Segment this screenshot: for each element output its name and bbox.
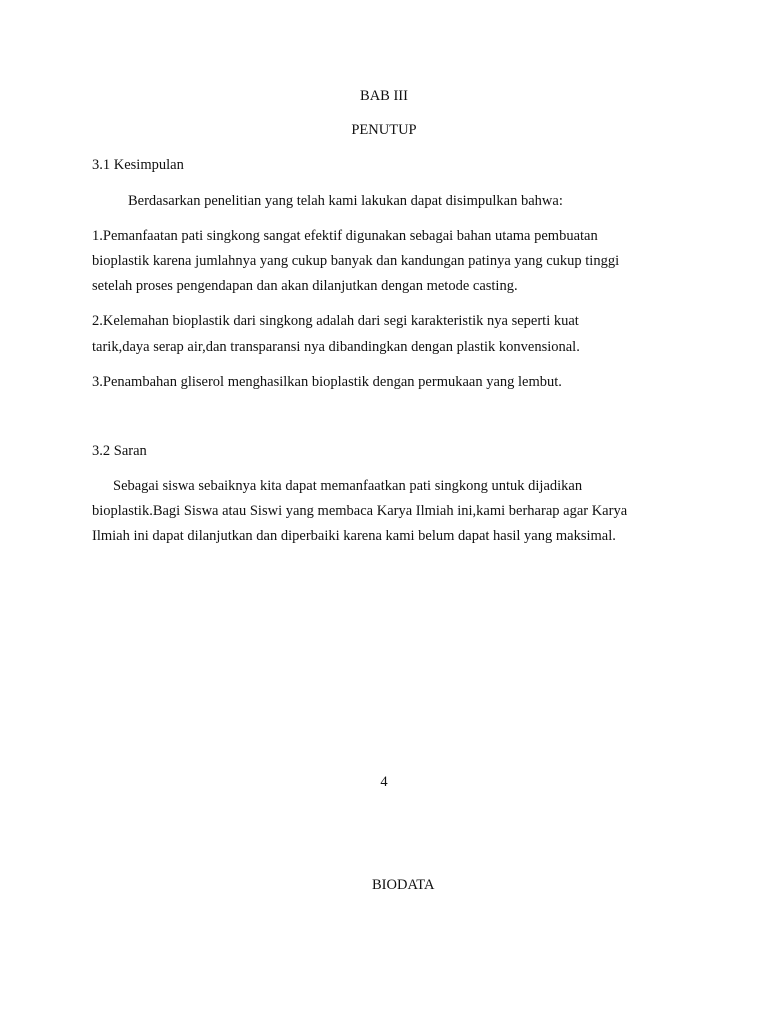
conclusion-point-2-line-2: tarik,daya serap air,dan transparansi nya dibandingkan dengan plastik konvensional. <box>92 339 580 355</box>
conclusion-point-2-line-1: 2.Kelemahan bioplastik dari singkong adalah dari segi karakteristik nya seperti kuat <box>92 313 579 329</box>
chapter-label: BAB III <box>360 88 408 104</box>
chapter-title: PENUTUP <box>351 122 417 138</box>
suggestion-line-2: bioplastik.Bagi Siswa atau Siswi yang membaca Karya Ilmiah ini,kami berharap agar Karya <box>92 503 628 519</box>
conclusion-point-3: 3.Penambahan gliserol menghasilkan bioplastik dengan permukaan yang lembut. <box>92 374 562 390</box>
conclusion-point-1-line-3: setelah proses pengendapan dan akan dilanjutkan dengan metode casting. <box>92 278 518 294</box>
suggestion-line-1: Sebagai siswa sebaiknya kita dapat memanfaatkan pati singkong untuk dijadikan <box>113 478 583 494</box>
conclusion-point-1-line-2: bioplastik karena jumlahnya yang cukup banyak dan kandungan patinya yang cukup tinggi <box>92 253 620 269</box>
suggestion-line-3: Ilmiah ini dapat dilanjutkan dan diperbaiki karena kami belum dapat hasil yang maksimal. <box>92 528 616 544</box>
section-heading-kesimpulan: 3.1 Kesimpulan <box>92 157 184 173</box>
conclusion-point-1-line-1: 1.Pemanfaatan pati singkong sangat efektif digunakan sebagai bahan utama pembuatan <box>92 228 598 244</box>
section-heading-saran: 3.2 Saran <box>92 443 147 459</box>
next-page-title: BIODATA <box>372 877 435 893</box>
conclusion-intro: Berdasarkan penelitian yang telah kami lakukan dapat disimpulkan bahwa: <box>128 193 563 209</box>
page-number: 4 <box>380 774 388 790</box>
